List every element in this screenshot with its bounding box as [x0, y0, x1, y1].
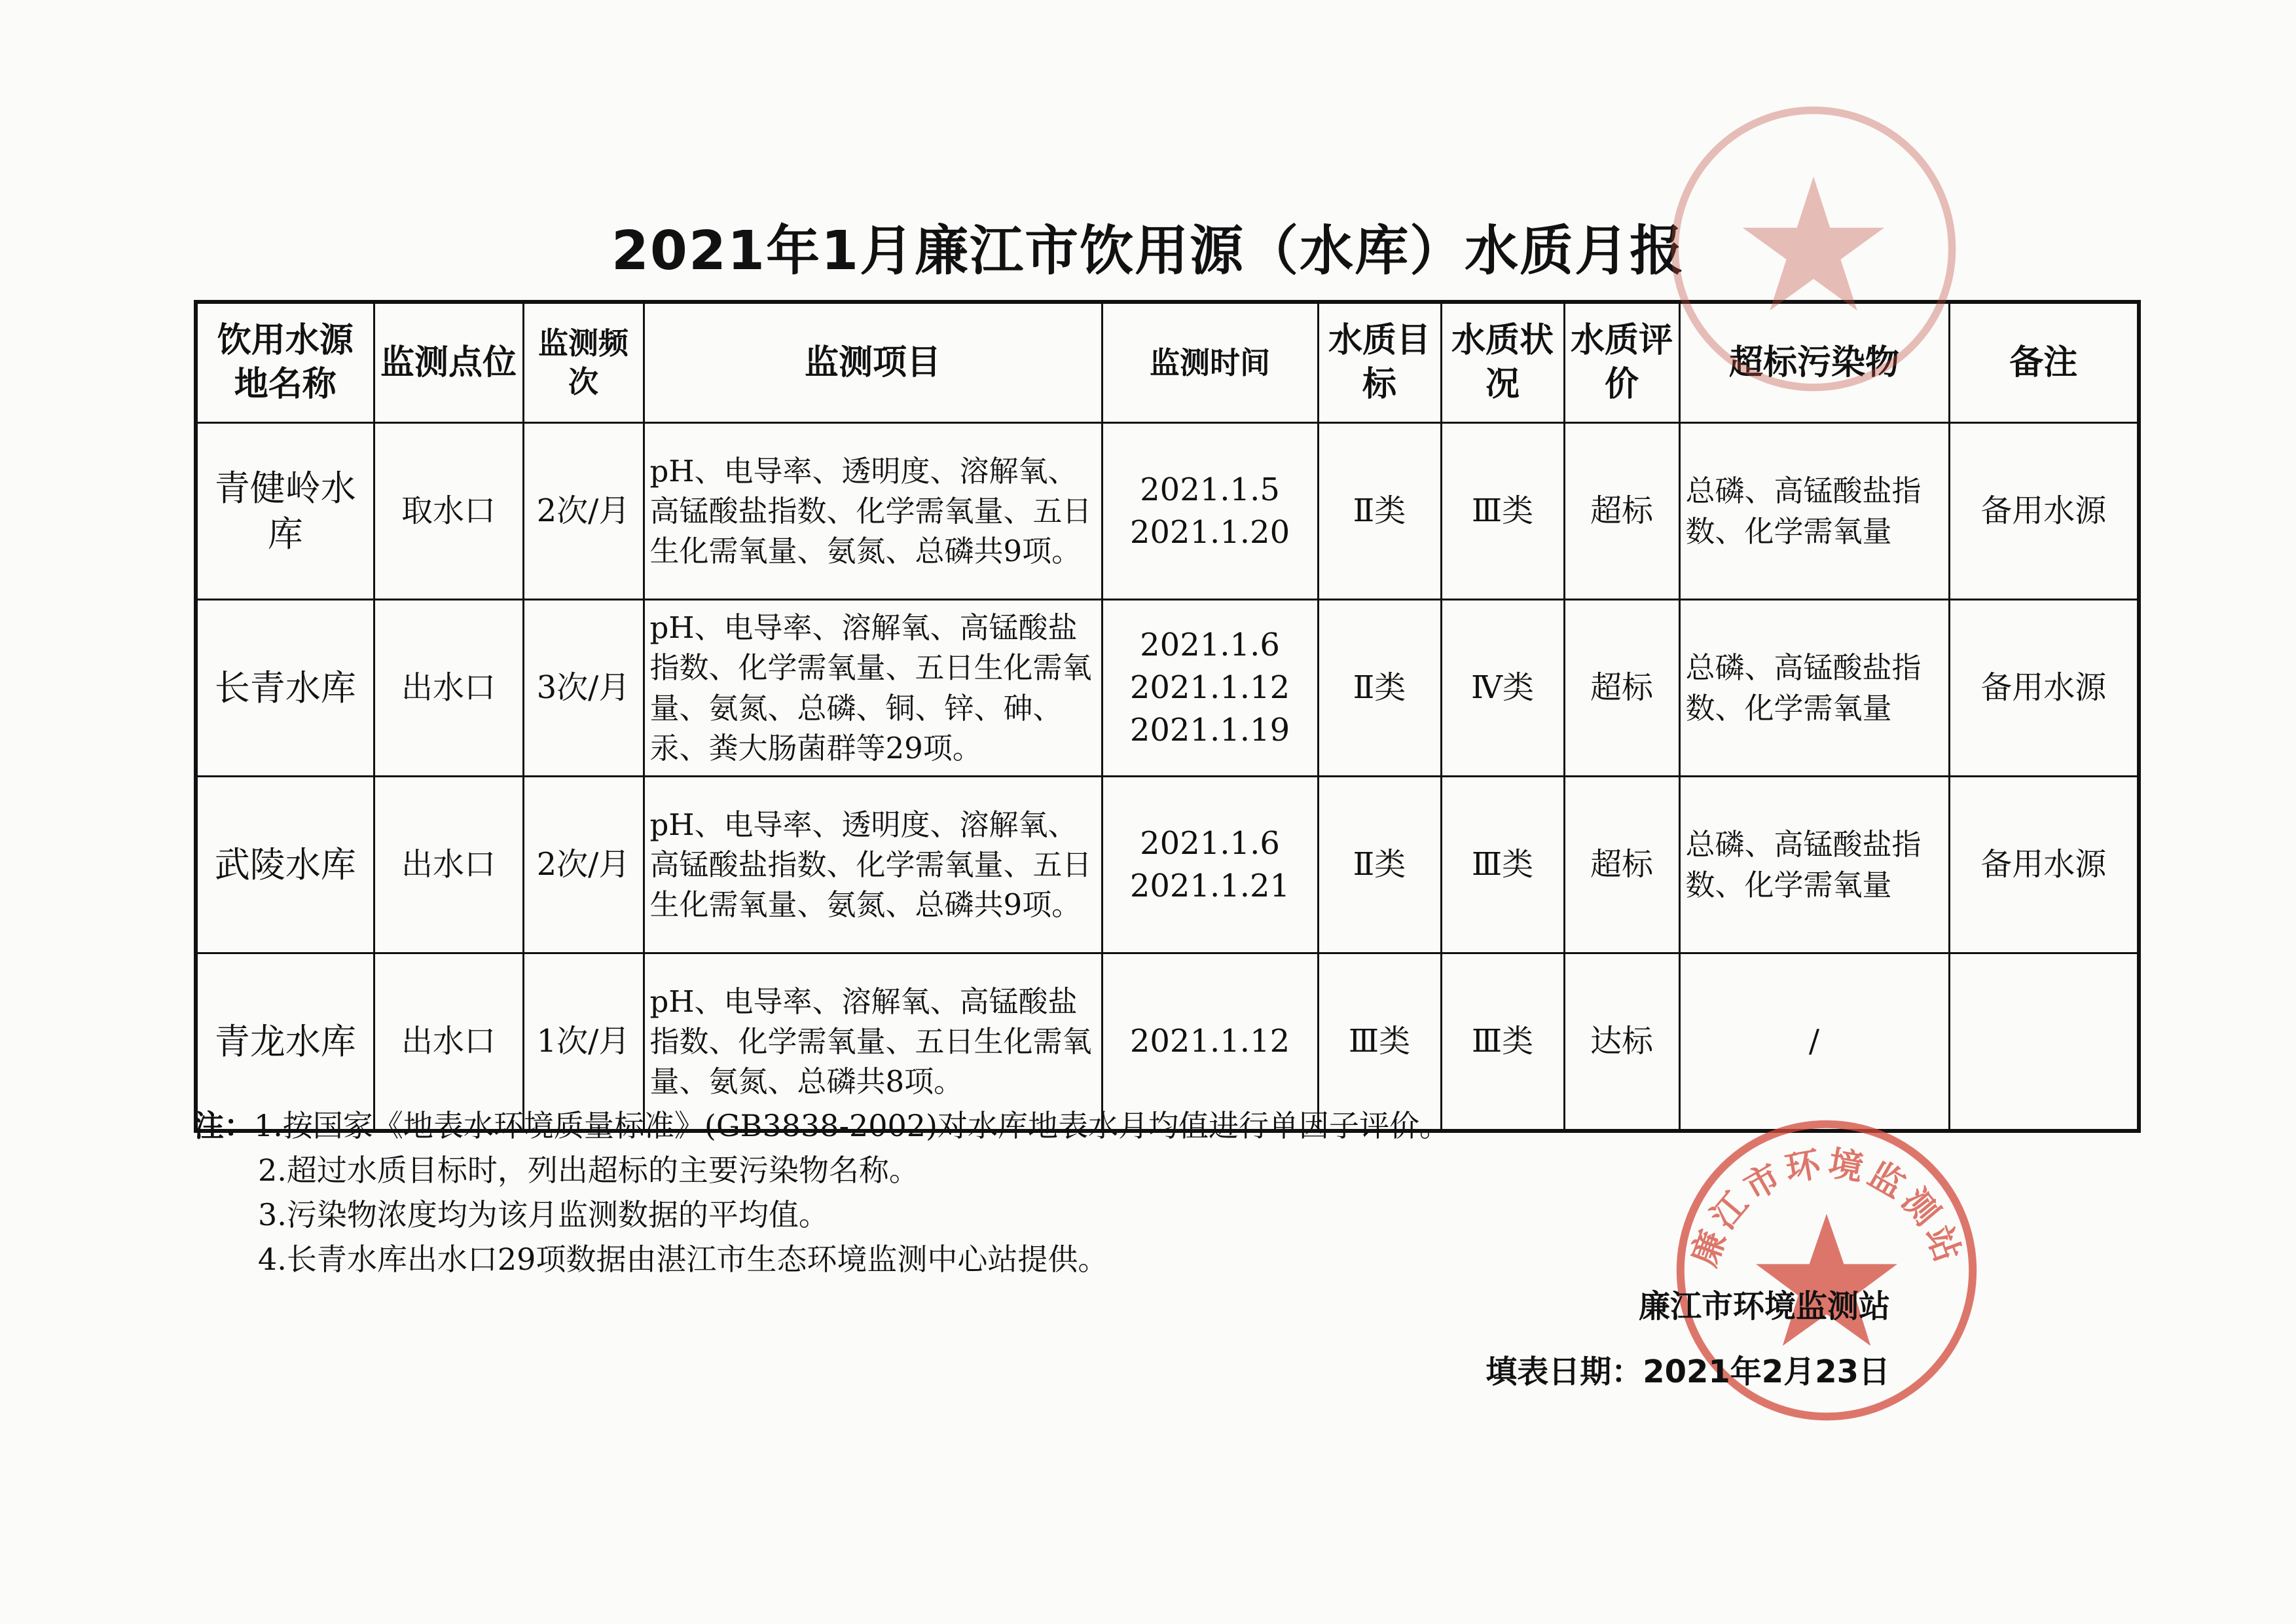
- water-quality-table: [194, 300, 2141, 1133]
- date-value: 2021.1.20: [1129, 513, 1290, 551]
- cell-eval: 超标: [1564, 600, 1679, 777]
- cell-freq: 3次/月: [523, 600, 644, 777]
- cell-items: pH、电导率、溶解氧、高锰酸盐指数、化学需氧量、五日生化需氧量、氨氮、总磷、铜、锌、砷、汞、粪大肠菌群等29项。: [644, 600, 1102, 777]
- date-value: 2021.1.19: [1129, 711, 1290, 748]
- date-value: 2021.1.6: [1140, 824, 1280, 862]
- cell-dates: [1102, 777, 1318, 953]
- date-value: 2021.1.6: [1140, 627, 1280, 664]
- note-line: [194, 1192, 1449, 1237]
- date-value: 2021.1.5: [1140, 471, 1280, 508]
- cell-pollutants: /: [1679, 953, 1949, 1132]
- report-title: 2021年1月廉江市饮用源（水库）水质月报: [611, 220, 1685, 282]
- cell-name: 长青水库: [196, 600, 374, 777]
- cell-freq: 1次/月: [523, 953, 644, 1132]
- cell-target: Ⅱ类: [1318, 600, 1441, 777]
- cell-name: 青健岭水库: [196, 423, 374, 600]
- cell-pollutants: 总磷、高锰酸盐指数、化学需氧量: [1679, 423, 1949, 600]
- cell-eval: 超标: [1564, 423, 1679, 600]
- note-line: [194, 1103, 1449, 1148]
- table-row: [196, 423, 2139, 600]
- header-target: 水质目标: [1318, 302, 1441, 423]
- fill-date: [1485, 1339, 1890, 1405]
- cell-items: pH、电导率、透明度、溶解氧、高锰酸盐指数、化学需氧量、五日生化需氧量、氨氮、总磷共9项。: [644, 423, 1102, 600]
- cell-freq: 2次/月: [523, 423, 644, 600]
- note-text: 3.污染物浓度均为该月监测数据的平均值。: [258, 1197, 829, 1232]
- note-text: 4.长青水库出水口29项数据由湛江市生态环境监测中心站提供。: [258, 1242, 1108, 1277]
- cell-remark: 备用水源: [1949, 777, 2139, 953]
- header-freq: 监测频次: [523, 302, 644, 423]
- fill-date-value: 2021年2月23日: [1643, 1354, 1890, 1390]
- notes-label: 注：: [194, 1108, 254, 1143]
- notes-section: [194, 1103, 1449, 1282]
- cell-dates: [1102, 423, 1318, 600]
- note-line: [194, 1237, 1449, 1282]
- faded-seal-stamp: [1663, 98, 1964, 399]
- header-eval: 水质评价: [1564, 302, 1679, 423]
- cell-target: Ⅲ类: [1318, 953, 1441, 1132]
- date-value: 2021.1.12: [1129, 669, 1290, 707]
- cell-eval: 达标: [1564, 953, 1679, 1132]
- station-name: 廉江市环境监测站: [1638, 1288, 1890, 1325]
- cell-name: 青龙水库: [196, 953, 374, 1132]
- seal-text: 廉江市环境监测站: [1684, 1143, 1969, 1272]
- cell-pollutants: 总磷、高锰酸盐指数、化学需氧量: [1679, 600, 1949, 777]
- header-remark: 备注: [1949, 302, 2139, 423]
- cell-status: Ⅲ类: [1441, 953, 1564, 1132]
- cell-status: Ⅲ类: [1441, 777, 1564, 953]
- cell-status: Ⅳ类: [1441, 600, 1564, 777]
- cell-name: 武陵水库: [196, 777, 374, 953]
- header-point: 监测点位: [374, 302, 523, 423]
- cell-pollutants: 总磷、高锰酸盐指数、化学需氧量: [1679, 777, 1949, 953]
- cell-status: Ⅲ类: [1441, 423, 1564, 600]
- table-row: [196, 600, 2139, 777]
- cell-point: 取水口: [374, 423, 523, 600]
- cell-dates: [1102, 600, 1318, 777]
- fill-date-label: 填表日期：: [1485, 1354, 1643, 1390]
- cell-remark: 备用水源: [1949, 423, 2139, 600]
- cell-point: 出水口: [374, 953, 523, 1132]
- table-row: [196, 777, 2139, 953]
- cell-remark: 备用水源: [1949, 600, 2139, 777]
- note-text: 1.按国家《地表水环境质量标准》(GB3838-2002)对水库地表水月均值进行单因子评价。: [254, 1108, 1450, 1143]
- cell-target: Ⅱ类: [1318, 423, 1441, 600]
- header-time: 监测时间: [1102, 302, 1318, 423]
- header-pollutants: 超标污染物: [1679, 302, 1949, 423]
- cell-eval: 超标: [1564, 777, 1679, 953]
- cell-freq: 2次/月: [523, 777, 644, 953]
- note-line: [194, 1148, 1449, 1192]
- date-value: 2021.1.21: [1129, 867, 1290, 904]
- cell-items: pH、电导率、溶解氧、高锰酸盐指数、化学需氧量、五日生化需氧量、氨氮、总磷共8项。: [644, 953, 1102, 1132]
- header-status: 水质状况: [1441, 302, 1564, 423]
- cell-point: 出水口: [374, 777, 523, 953]
- note-text: 2.超过水质目标时，列出超标的主要污染物名称。: [258, 1153, 919, 1188]
- signature-block: [1485, 1274, 1890, 1405]
- header-name: 饮用水源地名称: [196, 302, 374, 423]
- cell-point: 出水口: [374, 600, 523, 777]
- cell-items: pH、电导率、透明度、溶解氧、高锰酸盐指数、化学需氧量、五日生化需氧量、氨氮、总磷共9项。: [644, 777, 1102, 953]
- cell-target: Ⅱ类: [1318, 777, 1441, 953]
- header-items: 监测项目: [644, 302, 1102, 423]
- cell-remark: [1949, 953, 2139, 1132]
- date-value: 2021.1.12: [1129, 1023, 1290, 1060]
